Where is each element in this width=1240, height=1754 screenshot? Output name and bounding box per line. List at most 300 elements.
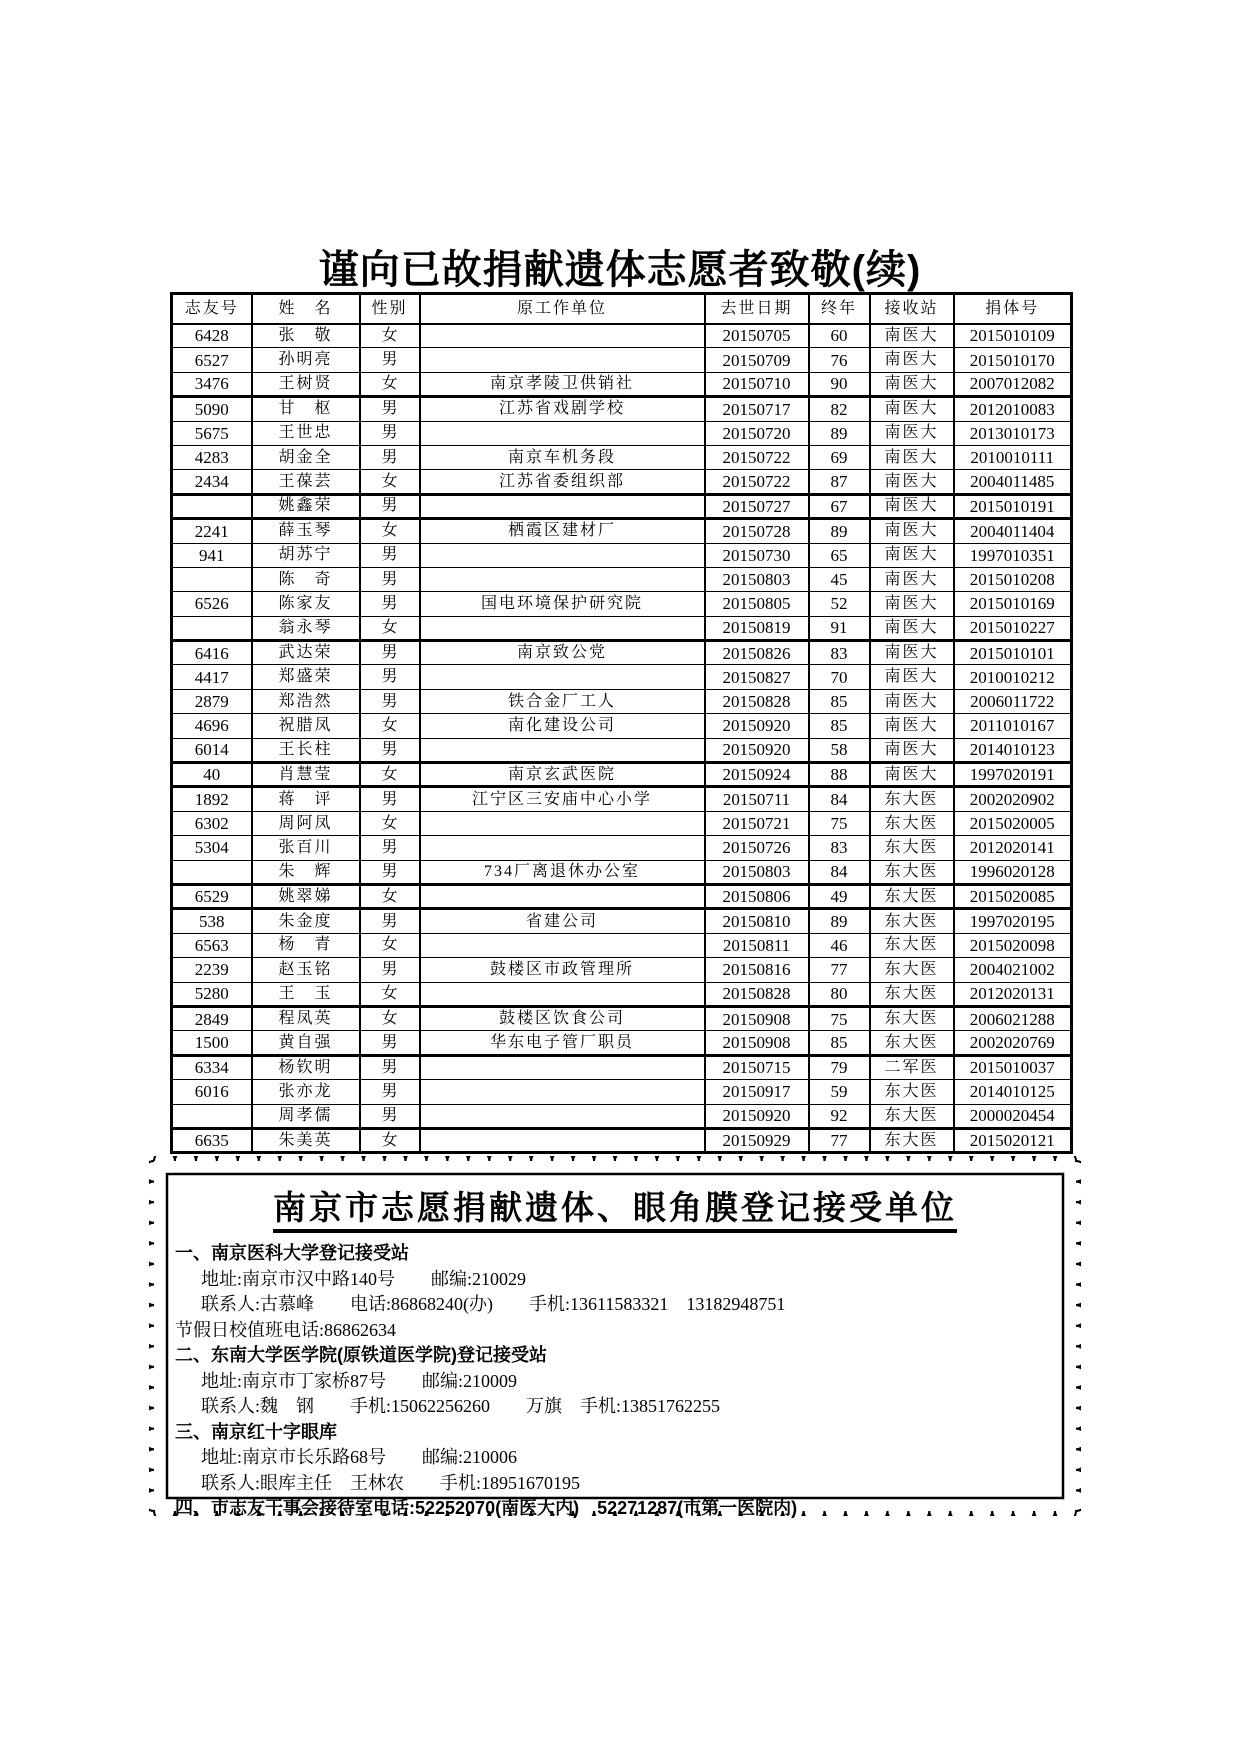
cell-donation_no: 1996020128 (954, 860, 1072, 884)
cell-id: 2434 (172, 470, 252, 494)
cell-gender: 男 (360, 348, 420, 372)
cell-id: 4417 (172, 665, 252, 689)
cell-age: 85 (809, 1031, 870, 1055)
cell-gender: 女 (360, 1128, 420, 1152)
donor-table-body (172, 324, 1072, 1153)
cell-id: 941 (172, 543, 252, 567)
cell-donation_no: 2015010169 (954, 592, 1072, 616)
cell-donation_no: 1997020195 (954, 909, 1072, 933)
table-row (172, 714, 1072, 738)
cell-age: 84 (809, 860, 870, 884)
cell-name: 王葆芸 (252, 470, 360, 494)
cell-id: 5280 (172, 982, 252, 1006)
cell-unit (420, 933, 705, 957)
cell-age: 89 (809, 519, 870, 543)
table-row (172, 1006, 1072, 1030)
cell-station: 东大医 (870, 933, 954, 957)
table-row (172, 616, 1072, 640)
cell-donation_no: 2000020454 (954, 1104, 1072, 1128)
cell-unit (420, 884, 705, 908)
cell-id: 6334 (172, 1055, 252, 1079)
cell-death_date: 20150917 (705, 1080, 809, 1104)
cell-age: 45 (809, 567, 870, 591)
cell-name: 黄自强 (252, 1031, 360, 1055)
cell-name: 胡苏宁 (252, 543, 360, 567)
cell-name: 蒋 评 (252, 787, 360, 811)
table-row (172, 592, 1072, 616)
cell-death_date: 20150828 (705, 689, 809, 713)
cell-name: 祝腊凤 (252, 714, 360, 738)
cell-gender: 男 (360, 689, 420, 713)
cell-gender: 男 (360, 1080, 420, 1104)
cell-id: 6635 (172, 1128, 252, 1152)
cell-death_date: 20150810 (705, 909, 809, 933)
cell-id: 538 (172, 909, 252, 933)
column-header-gender: 性别 (360, 294, 420, 324)
cell-gender: 男 (360, 787, 420, 811)
column-header-death_date: 去世日期 (705, 294, 809, 324)
cell-unit: 鼓楼区饮食公司 (420, 1006, 705, 1030)
cell-gender: 男 (360, 445, 420, 469)
cell-id: 2239 (172, 958, 252, 982)
cell-age: 77 (809, 1128, 870, 1152)
cell-unit: 江苏省委组织部 (420, 470, 705, 494)
cell-id: 1500 (172, 1031, 252, 1055)
cell-death_date: 20150920 (705, 1104, 809, 1128)
cell-unit (420, 982, 705, 1006)
cell-gender: 女 (360, 470, 420, 494)
cell-id (172, 860, 252, 884)
cell-age: 77 (809, 958, 870, 982)
cell-id: 6563 (172, 933, 252, 957)
table-row (172, 787, 1072, 811)
cell-gender: 女 (360, 616, 420, 640)
table-row (172, 324, 1072, 348)
cell-unit: 栖霞区建材厂 (420, 519, 705, 543)
cell-age: 85 (809, 689, 870, 713)
cell-unit: 华东电子管厂职员 (420, 1031, 705, 1055)
cell-station: 东大医 (870, 982, 954, 1006)
cell-death_date: 20150920 (705, 714, 809, 738)
cell-gender: 男 (360, 665, 420, 689)
cell-death_date: 20150721 (705, 811, 809, 835)
cell-unit (420, 543, 705, 567)
cell-donation_no: 2006011722 (954, 689, 1072, 713)
cell-unit (420, 348, 705, 372)
cell-station: 东大医 (870, 1031, 954, 1055)
table-row (172, 763, 1072, 787)
cell-age: 84 (809, 787, 870, 811)
notice-line: 四、市志友干事会接待室电话:52252070(南医大内) 52271287(市第一医院内) (175, 1498, 798, 1518)
cell-age: 83 (809, 836, 870, 860)
cell-station: 东大医 (870, 836, 954, 860)
cell-name: 胡金全 (252, 445, 360, 469)
cell-donation_no: 2010010111 (954, 445, 1072, 469)
cell-age: 75 (809, 1006, 870, 1030)
cell-donation_no: 2015020098 (954, 933, 1072, 957)
cell-station: 南医大 (870, 665, 954, 689)
cell-death_date: 20150806 (705, 884, 809, 908)
table-row (172, 811, 1072, 835)
cell-gender: 男 (360, 567, 420, 591)
cell-gender: 女 (360, 1006, 420, 1030)
cell-gender: 女 (360, 884, 420, 908)
table-row (172, 1128, 1072, 1152)
cell-donation_no: 1997010351 (954, 543, 1072, 567)
cell-unit: 江苏省戏剧学校 (420, 397, 705, 421)
table-row (172, 836, 1072, 860)
cell-unit (420, 1080, 705, 1104)
cell-station: 东大医 (870, 860, 954, 884)
cell-unit: 南京车机务段 (420, 445, 705, 469)
cell-name: 王树贤 (252, 372, 360, 396)
cell-name: 周阿凤 (252, 811, 360, 835)
cell-age: 58 (809, 738, 870, 762)
cell-unit: 铁合金厂工人 (420, 689, 705, 713)
cell-gender: 女 (360, 933, 420, 957)
table-row (172, 421, 1072, 445)
cell-gender: 女 (360, 982, 420, 1006)
table-row (172, 1104, 1072, 1128)
cell-gender: 男 (360, 592, 420, 616)
cell-age: 87 (809, 470, 870, 494)
cell-station: 南医大 (870, 567, 954, 591)
cell-name: 张百川 (252, 836, 360, 860)
cell-unit (420, 324, 705, 348)
notice-lines (175, 1241, 1055, 1522)
table-row (172, 933, 1072, 957)
cell-donation_no: 2004011485 (954, 470, 1072, 494)
cell-name: 程凤英 (252, 1006, 360, 1030)
cell-donation_no: 2015010170 (954, 348, 1072, 372)
table-row (172, 470, 1072, 494)
cell-donation_no: 2013010173 (954, 421, 1072, 445)
cell-unit (420, 811, 705, 835)
cell-age: 67 (809, 494, 870, 518)
cell-id: 5304 (172, 836, 252, 860)
cell-donation_no: 2012020141 (954, 836, 1072, 860)
table-row (172, 494, 1072, 518)
cell-unit: 734厂离退休办公室 (420, 860, 705, 884)
cell-age: 52 (809, 592, 870, 616)
cell-id: 3476 (172, 372, 252, 396)
cell-donation_no: 2015020085 (954, 884, 1072, 908)
cell-name: 张 敬 (252, 324, 360, 348)
cell-id: 6014 (172, 738, 252, 762)
table-row (172, 982, 1072, 1006)
cell-name: 陈 奇 (252, 567, 360, 591)
cell-death_date: 20150728 (705, 519, 809, 543)
cell-station: 东大医 (870, 884, 954, 908)
cell-name: 甘 枢 (252, 397, 360, 421)
cell-name: 孙明亮 (252, 348, 360, 372)
table-row (172, 519, 1072, 543)
cell-gender: 男 (360, 958, 420, 982)
cell-station: 东大医 (870, 787, 954, 811)
cell-id: 4696 (172, 714, 252, 738)
cell-id: 6529 (172, 884, 252, 908)
cell-gender: 男 (360, 641, 420, 665)
cell-donation_no: 2006021288 (954, 1006, 1072, 1030)
cell-death_date: 20150711 (705, 787, 809, 811)
cell-name: 杨 青 (252, 933, 360, 957)
cell-unit: 省建公司 (420, 909, 705, 933)
column-header-age: 终年 (809, 294, 870, 324)
table-row (172, 641, 1072, 665)
cell-donation_no: 2014010125 (954, 1080, 1072, 1104)
cell-gender: 男 (360, 1055, 420, 1079)
cell-unit (420, 494, 705, 518)
cell-gender: 男 (360, 738, 420, 762)
cell-death_date: 20150727 (705, 494, 809, 518)
cell-gender: 女 (360, 714, 420, 738)
cell-death_date: 20150827 (705, 665, 809, 689)
cell-station: 东大医 (870, 1006, 954, 1030)
cell-death_date: 20150803 (705, 860, 809, 884)
cell-name: 杨钦明 (252, 1055, 360, 1079)
cell-death_date: 20150908 (705, 1031, 809, 1055)
column-header-name: 姓 名 (252, 294, 360, 324)
table-row (172, 958, 1072, 982)
table-row (172, 372, 1072, 396)
cell-station: 东大医 (870, 909, 954, 933)
cell-age: 92 (809, 1104, 870, 1128)
cell-death_date: 20150816 (705, 958, 809, 982)
cell-age: 83 (809, 641, 870, 665)
cell-age: 80 (809, 982, 870, 1006)
cell-name: 陈家友 (252, 592, 360, 616)
cell-death_date: 20150717 (705, 397, 809, 421)
cell-death_date: 20150811 (705, 933, 809, 957)
cell-id (172, 494, 252, 518)
cell-station: 东大医 (870, 1104, 954, 1128)
cell-id: 5090 (172, 397, 252, 421)
cell-age: 70 (809, 665, 870, 689)
cell-donation_no: 2012010083 (954, 397, 1072, 421)
cell-death_date: 20150705 (705, 324, 809, 348)
cell-death_date: 20150726 (705, 836, 809, 860)
column-header-station: 接收站 (870, 294, 954, 324)
cell-age: 85 (809, 714, 870, 738)
table-row (172, 543, 1072, 567)
cell-name: 朱美英 (252, 1128, 360, 1152)
cell-id: 1892 (172, 787, 252, 811)
table-row (172, 397, 1072, 421)
cell-id: 2241 (172, 519, 252, 543)
cell-unit: 南京孝陵卫供销社 (420, 372, 705, 396)
notice-title (175, 1182, 1055, 1229)
notice-line: 地址:南京市丁家桥87号 邮编:210009 (201, 1370, 518, 1391)
cell-name: 武达荣 (252, 641, 360, 665)
cell-unit: 国电环境保护研究院 (420, 592, 705, 616)
cell-death_date: 20150715 (705, 1055, 809, 1079)
column-header-unit: 原工作单位 (420, 294, 705, 324)
notice-content (175, 1178, 1055, 1522)
cell-age: 79 (809, 1055, 870, 1079)
cell-age: 91 (809, 616, 870, 640)
cell-station: 南医大 (870, 689, 954, 713)
cell-age: 49 (809, 884, 870, 908)
cell-name: 朱 辉 (252, 860, 360, 884)
cell-id (172, 1104, 252, 1128)
cell-donation_no: 2015010109 (954, 324, 1072, 348)
cell-gender: 男 (360, 397, 420, 421)
notice-line: 联系人:眼库主任 王林农 手机:18951670195 (201, 1472, 581, 1493)
cell-station: 南医大 (870, 519, 954, 543)
cell-age: 90 (809, 372, 870, 396)
header-row (172, 294, 1072, 324)
cell-unit (420, 665, 705, 689)
cell-station: 南医大 (870, 372, 954, 396)
cell-unit (420, 567, 705, 591)
cell-station: 东大医 (870, 1128, 954, 1152)
cell-death_date: 20150709 (705, 348, 809, 372)
cell-id: 2879 (172, 689, 252, 713)
donor-table-header (172, 294, 1072, 324)
cell-name: 肖慧莹 (252, 763, 360, 787)
cell-donation_no: 2002020769 (954, 1031, 1072, 1055)
cell-gender: 男 (360, 494, 420, 518)
table-row (172, 1031, 1072, 1055)
cell-name: 郑盛荣 (252, 665, 360, 689)
cell-name: 翁永琴 (252, 616, 360, 640)
cell-age: 75 (809, 811, 870, 835)
cell-station: 南医大 (870, 763, 954, 787)
cell-donation_no: 2015010101 (954, 641, 1072, 665)
notice-line: 一、南京医科大学登记接受站 (175, 1243, 409, 1263)
cell-unit (420, 1055, 705, 1079)
notice-line: 地址:南京市汉中路140号 邮编:210029 (201, 1268, 527, 1289)
cell-age: 60 (809, 324, 870, 348)
cell-station: 南医大 (870, 714, 954, 738)
cell-id (172, 567, 252, 591)
cell-death_date: 20150722 (705, 470, 809, 494)
notice-line: 三、南京红十字眼库 (175, 1421, 337, 1442)
cell-gender: 女 (360, 519, 420, 543)
cell-gender: 女 (360, 763, 420, 787)
cell-name: 赵玉铭 (252, 958, 360, 982)
cell-name: 朱金度 (252, 909, 360, 933)
cell-name: 周孝儒 (252, 1104, 360, 1128)
cell-id: 6527 (172, 348, 252, 372)
notice-line: 地址:南京市长乐路68号 邮编:210006 (201, 1447, 518, 1467)
cell-station: 二军医 (870, 1055, 954, 1079)
cell-station: 南医大 (870, 592, 954, 616)
table-row (172, 884, 1072, 908)
cell-station: 南医大 (870, 616, 954, 640)
cell-id: 4283 (172, 445, 252, 469)
table-row (172, 348, 1072, 372)
cell-donation_no: 2004021002 (954, 958, 1072, 982)
cell-gender: 男 (360, 860, 420, 884)
cell-age: 89 (809, 421, 870, 445)
table-row (172, 1080, 1072, 1104)
cell-id: 6016 (172, 1080, 252, 1104)
cell-age: 65 (809, 543, 870, 567)
notice-line: 二、东南大学医学院(原铁道医学院)登记接受站 (175, 1345, 547, 1365)
cell-death_date: 20150710 (705, 372, 809, 396)
cell-donation_no: 2007012082 (954, 372, 1072, 396)
cell-station: 南医大 (870, 738, 954, 762)
cell-unit: 鼓楼区市政管理所 (420, 958, 705, 982)
cell-name: 姚鑫荣 (252, 494, 360, 518)
cell-age: 88 (809, 763, 870, 787)
cell-donation_no: 2002020902 (954, 787, 1072, 811)
cell-station: 南医大 (870, 421, 954, 445)
cell-gender: 女 (360, 324, 420, 348)
cell-id: 2849 (172, 1006, 252, 1030)
cell-donation_no: 2010010212 (954, 665, 1072, 689)
cell-death_date: 20150908 (705, 1006, 809, 1030)
cell-gender: 男 (360, 1104, 420, 1128)
cell-name: 王长柱 (252, 738, 360, 762)
cell-gender: 男 (360, 421, 420, 445)
cell-death_date: 20150722 (705, 445, 809, 469)
cell-unit (420, 616, 705, 640)
cell-name: 张亦龙 (252, 1080, 360, 1104)
cell-unit (420, 1104, 705, 1128)
cell-donation_no: 2015010191 (954, 494, 1072, 518)
cell-station: 南医大 (870, 494, 954, 518)
cell-age: 59 (809, 1080, 870, 1104)
cell-id (172, 616, 252, 640)
cell-donation_no: 2004011404 (954, 519, 1072, 543)
column-header-donation_no: 捐体号 (954, 294, 1072, 324)
cell-donation_no: 2011010167 (954, 714, 1072, 738)
cell-death_date: 20150805 (705, 592, 809, 616)
table-row (172, 1055, 1072, 1079)
cell-gender: 男 (360, 1031, 420, 1055)
cell-id: 40 (172, 763, 252, 787)
cell-donation_no: 2015020005 (954, 811, 1072, 835)
cell-name: 王世忠 (252, 421, 360, 445)
table-row (172, 445, 1072, 469)
cell-station: 东大医 (870, 1080, 954, 1104)
cell-gender: 女 (360, 811, 420, 835)
cell-death_date: 20150929 (705, 1128, 809, 1152)
cell-unit (420, 421, 705, 445)
cell-donation_no: 2015010208 (954, 567, 1072, 591)
cell-death_date: 20150803 (705, 567, 809, 591)
page-title: 谨向已故捐献遗体志愿者致敬(续) (318, 248, 922, 292)
cell-donation_no: 2015010037 (954, 1055, 1072, 1079)
cell-gender: 男 (360, 836, 420, 860)
cell-death_date: 20150828 (705, 982, 809, 1006)
cell-donation_no: 2015020121 (954, 1128, 1072, 1152)
cell-donation_no: 1997020191 (954, 763, 1072, 787)
cell-name: 薛玉琴 (252, 519, 360, 543)
notice-line: 联系人:魏 钢 手机:15062256260 万旗 手机:13851762255 (201, 1396, 721, 1416)
table-row (172, 909, 1072, 933)
cell-station: 南医大 (870, 397, 954, 421)
cell-unit (420, 738, 705, 762)
cell-name: 姚翠娣 (252, 884, 360, 908)
cell-unit: 南京玄武医院 (420, 763, 705, 787)
notice-title-text: 南京市志愿捐献遗体、眼角膜登记接受单位 (273, 1189, 957, 1233)
cell-station: 南医大 (870, 470, 954, 494)
cell-unit (420, 836, 705, 860)
cell-unit: 南化建设公司 (420, 714, 705, 738)
cell-gender: 女 (360, 372, 420, 396)
table-row (172, 738, 1072, 762)
cell-death_date: 20150819 (705, 616, 809, 640)
cell-gender: 男 (360, 543, 420, 567)
table-row (172, 689, 1072, 713)
cell-name: 郑浩然 (252, 689, 360, 713)
cell-station: 南医大 (870, 641, 954, 665)
cell-death_date: 20150826 (705, 641, 809, 665)
cell-id: 5675 (172, 421, 252, 445)
